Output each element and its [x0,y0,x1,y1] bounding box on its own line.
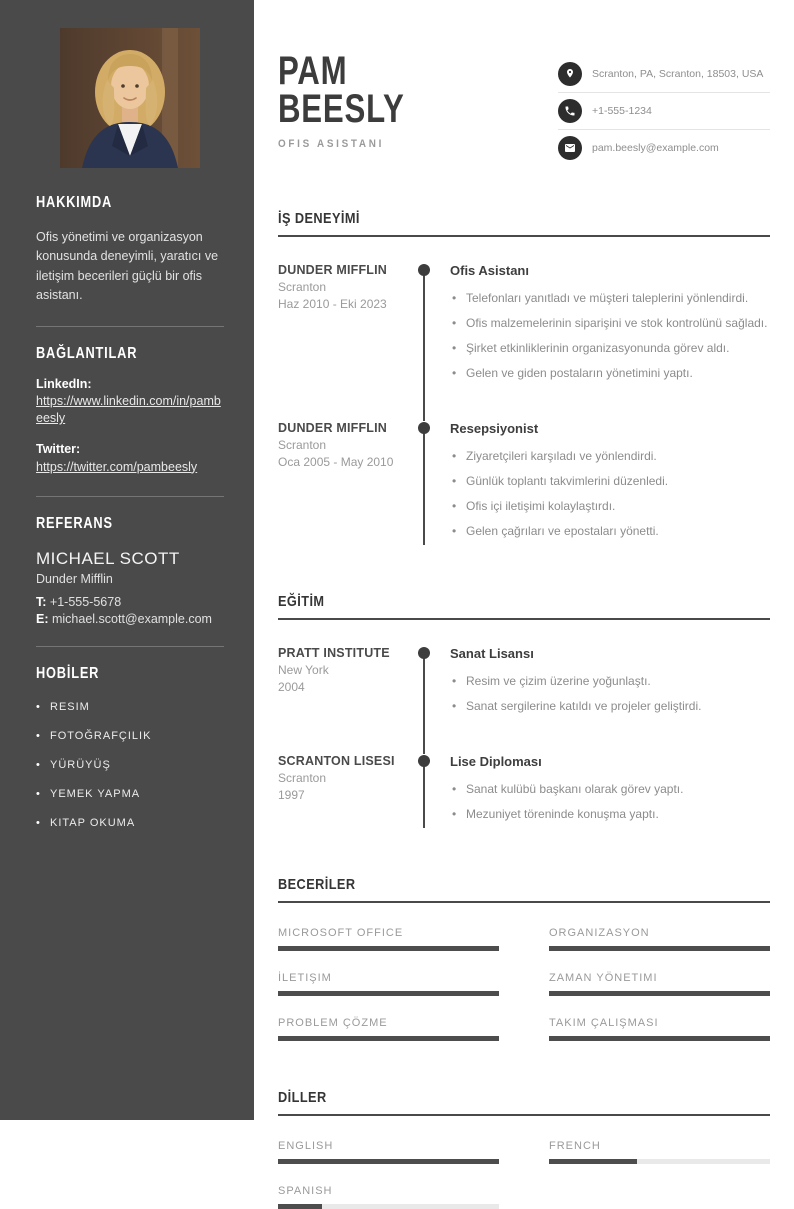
links-section [36,345,224,477]
hobbies-section [36,665,224,829]
bullet-item: • Mezuniyet töreninde konuşma yaptı. [450,807,770,821]
entry-role: Resepsiyonist [450,421,539,436]
timeline-dot [418,647,430,659]
skills-section [278,876,770,1041]
entry-degree: Lise Diploması [450,754,542,769]
email-label: E: [36,612,49,626]
experience-heading [278,210,770,237]
portrait-illustration [60,28,200,168]
skill-label: İLETIŞIM [278,972,332,984]
main-content [254,0,794,1197]
entry-body [436,421,770,549]
hobbies-title: HOBİLER [36,665,100,682]
entry-dates: Oca 2005 - May 2010 [278,455,394,469]
person-role: OFIS ASISTANI [278,138,385,150]
link-item [36,442,224,477]
contact-location-text: Scranton, PA, Scranton, 18503, USA [592,68,764,80]
entry-bullets [450,674,770,713]
education-title: EĞİTİM [278,593,325,610]
entry-school: SCRANTON LISESI [278,754,395,768]
hobby-item: • FOTOĞRAFÇILIK [36,730,224,742]
skill-label: MICROSOFT OFFICE [278,927,404,939]
skill-bar-fill [278,991,499,996]
sidebar-divider [36,496,224,497]
skill-item [549,1017,770,1041]
about-title: HAKKIMDA [36,194,113,211]
skill-bar-track [278,1036,499,1041]
education-heading [278,593,770,620]
contact-row-email [558,130,770,166]
language-item [278,1140,499,1164]
language-item [278,1185,499,1209]
header [278,49,770,166]
skill-label: PROBLEM ÇÖZME [278,1017,388,1029]
skill-bar-fill [278,1036,499,1041]
entry-body [436,263,770,391]
languages-section [278,1089,770,1209]
entry-location: Scranton [278,280,327,294]
contact-phone-text: +1-555-1234 [592,105,652,117]
skill-item [278,1017,499,1041]
bullet-item: • Gelen ve giden postaların yönetimini yaptı. [450,366,770,380]
entry-meta [278,646,412,724]
entry-bullets [450,782,770,821]
first-name: PAM [278,49,348,93]
sidebar [0,0,254,1120]
links-title: BAĞLANTILAR [36,344,138,362]
language-bar-track [549,1159,770,1164]
hobbies-list [36,701,224,829]
contact-block [558,56,770,166]
entry-role: Ofis Asistanı [450,263,529,278]
experience-section [278,210,770,549]
timeline [412,263,436,391]
contact-email-text: pam.beesly@example.com [592,142,719,154]
entry-body [436,646,770,724]
entry-body [436,754,770,832]
timeline-dot [418,422,430,434]
language-bar-fill [278,1204,322,1209]
timeline [412,754,436,832]
bullet-item: • Telefonları yanıtladı ve müşteri taleplerini yönlendirdi. [450,291,770,305]
skill-bar-fill [549,1036,770,1041]
skill-item [278,972,499,996]
entry-dates: 1997 [278,788,305,802]
about-section [36,194,224,306]
skill-bar-track [278,946,499,951]
bullet-item: • Sanat kulübü başkanı olarak görev yaptı. [450,782,770,796]
language-label: FRENCH [549,1140,601,1152]
timeline [412,421,436,549]
email-icon [558,136,582,160]
reference-title: REFERANS [36,515,113,532]
sidebar-divider [36,646,224,647]
link-label: LinkedIn: [36,376,92,391]
phone-icon [558,99,582,123]
bullet-item: • Gelen çağrıları ve epostaları yönetti. [450,524,770,538]
entry-bullets [450,291,770,380]
languages-grid [278,1140,770,1209]
hobby-item: • KITAP OKUMA [36,817,224,829]
link-label: Twitter: [36,441,81,456]
profile-photo [60,28,200,168]
entry-bullets [450,449,770,538]
entry-degree: Sanat Lisansı [450,646,534,661]
hobby-item: • YÜRÜYÜŞ [36,759,224,771]
skill-bar-fill [549,946,770,951]
bullet-item: • Günlük toplantı takvimlerini düzenledi. [450,474,770,488]
skill-label: TAKIM ÇALIŞMASI [549,1017,659,1029]
language-label: ENGLISH [278,1140,334,1152]
timeline-dot [418,755,430,767]
skill-bar-fill [549,991,770,996]
entry-meta [278,421,412,549]
skill-item [278,927,499,951]
skills-heading [278,876,770,903]
education-section [278,593,770,832]
entry-school: PRATT INSTITUTE [278,646,390,660]
contact-row-phone [558,93,770,130]
bullet-item: • Resim ve çizim üzerine yoğunlaştı. [450,674,770,688]
reference-phone [36,595,224,609]
link-url[interactable]: https://www.linkedin.com/in/pambeesly [36,393,221,425]
location-icon [558,62,582,86]
experience-entry [278,421,770,549]
language-bar-fill [549,1159,637,1164]
skill-bar-track [278,991,499,996]
experience-title: İŞ DENEYİMİ [278,210,360,227]
education-entries [278,646,770,832]
skill-item [549,972,770,996]
phone-label: T: [36,595,47,609]
skills-grid [278,927,770,1041]
skill-bar-track [549,991,770,996]
bullet-item: • Şirket etkinliklerinin organizasyonunda görev aldı. [450,341,770,355]
language-bar-fill [278,1159,499,1164]
entry-meta [278,263,412,391]
bullet-item: • Ziyaretçileri karşıladı ve yönlendirdi. [450,449,770,463]
skill-label: ORGANIZASYON [549,927,650,939]
timeline-dot [418,264,430,276]
language-bar-track [278,1204,499,1209]
languages-title: DİLLER [278,1089,327,1106]
about-text: Ofis yönetimi ve organizasyon konusunda deneyimli, yaratıcı ve iletişim becerileri güçlü bir ofis asistanı. [36,230,219,303]
entry-dates: Haz 2010 - Eki 2023 [278,297,387,311]
bullet-item: • Ofis içi iletişimi kolaylaştırdı. [450,499,770,513]
entry-location: Scranton [278,438,327,452]
language-label: SPANISH [278,1185,333,1197]
education-entry [278,754,770,832]
person-name [278,49,405,131]
sidebar-divider [36,326,224,327]
last-name: BEESLY [278,87,405,131]
links-list [36,377,224,477]
entry-meta [278,754,412,832]
entry-location: Scranton [278,771,327,785]
skills-title: BECERİLER [278,876,356,893]
reference-name: MICHAEL SCOTT [36,549,180,568]
bullet-item: • Ofis malzemelerinin siparişini ve stok kontrolünü sağladı. [450,316,770,330]
skill-bar-fill [278,946,499,951]
language-item [549,1140,770,1164]
name-block [278,49,440,150]
experience-entry [278,263,770,391]
skill-bar-track [549,1036,770,1041]
reference-email [36,612,224,626]
skill-item [549,927,770,951]
entry-company: DUNDER MIFFLIN [278,263,388,277]
link-item [36,377,224,428]
reference-section [36,515,224,626]
hobby-item: • YEMEK YAPMA [36,788,224,800]
hobby-item: • RESIM [36,701,224,713]
email-value: michael.scott@example.com [51,612,212,626]
skill-label: ZAMAN YÖNETIMI [549,972,658,984]
bullet-item: • Sanat sergilerine katıldı ve projeler geliştirdi. [450,699,770,713]
languages-heading [278,1089,770,1116]
contact-row-location [558,56,770,93]
education-entry [278,646,770,724]
timeline [412,646,436,724]
language-bar-track [278,1159,499,1164]
experience-entries [278,263,770,549]
reference-company: Dunder Mifflin [36,572,113,586]
entry-dates: 2004 [278,680,305,694]
entry-location: New York [278,663,329,677]
skill-bar-track [549,946,770,951]
entry-company: DUNDER MIFFLIN [278,421,388,435]
link-url[interactable]: https://twitter.com/pambeesly [36,459,198,474]
phone-value: +1-555-5678 [49,595,122,609]
